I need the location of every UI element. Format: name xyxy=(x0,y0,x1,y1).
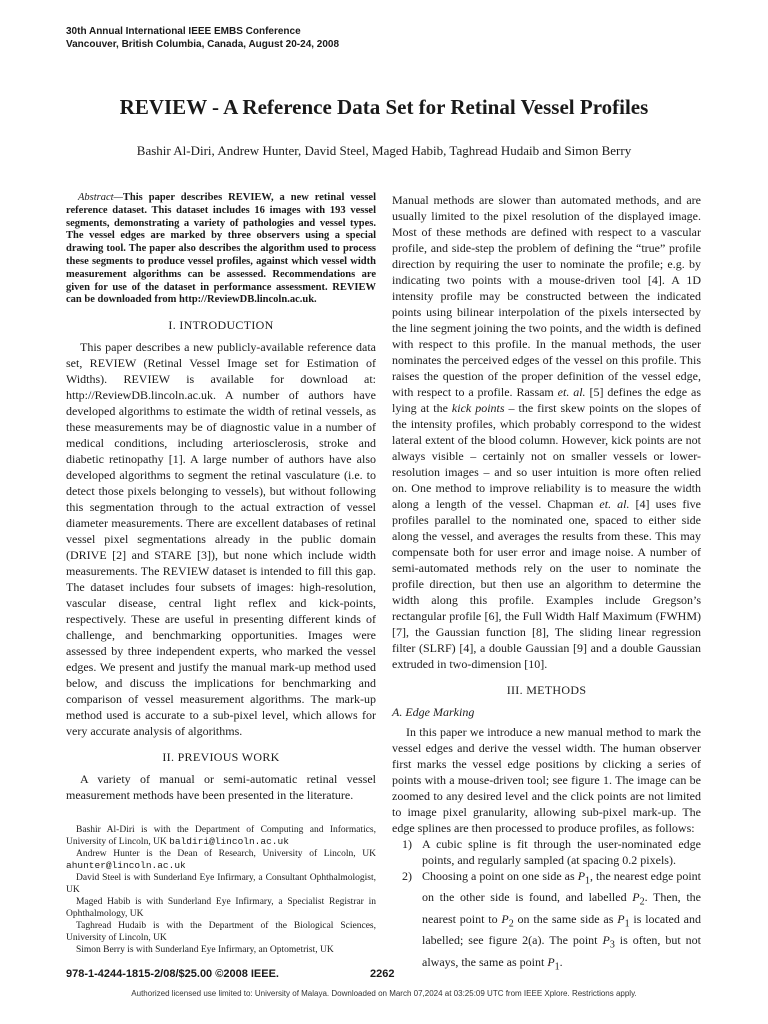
author-footnotes xyxy=(66,824,376,956)
conference-location: Vancouver, British Columbia, Canada, August 20-24, 2008 xyxy=(66,39,340,50)
email-address: ahunter@lincoln.ac.uk xyxy=(66,860,186,871)
abstract xyxy=(66,192,376,307)
subscript: 1 xyxy=(585,875,591,887)
section-heading-introduction: I. INTRODUCTION xyxy=(168,318,274,333)
math-symbol: P xyxy=(501,911,509,926)
previous-work-paragraph-2 xyxy=(392,192,701,672)
left-column xyxy=(66,192,376,803)
text-run: Choosing a point on one side as xyxy=(422,869,578,883)
list-text: A cubic spline is fit through the user-nominated edge points, and regularly sampled (at spacing 0.2 pixels). xyxy=(422,837,701,867)
text-run: [4] uses five profiles parallel to the nominated one, spaced to either side along the vessel, and averages the results from these. This may compensate both for user error and image noise. A number of semi-automated methods rely on the user to nominate the profile direction, but then use an algorithm to determine the width along this profile. Examples include Gregson’s rectangular profile [6], the Full Width Half Maximum (FWHM) [7], the Gaussian function [8], The sliding linear regression filter (SLRF) [4], a double Gaussian [9] and a double Gaussian extruded in two-dimension [10]. xyxy=(392,497,701,671)
math-symbol: P xyxy=(577,869,586,883)
footnote xyxy=(66,848,376,872)
math-symbol: P xyxy=(617,911,625,926)
list-number: 2) xyxy=(402,869,412,883)
conference-name: 30th Annual International IEEE EMBS Conference xyxy=(66,26,301,37)
email-address: baldiri@lincoln.ac.uk xyxy=(169,836,289,847)
text-run: on the same side as xyxy=(513,911,618,926)
right-column xyxy=(392,192,701,975)
text-run: . Then, the nearest point to xyxy=(422,890,701,926)
list-number: 1) xyxy=(402,837,412,851)
abstract-label: Abstract— xyxy=(78,192,123,203)
text-run: et. al. xyxy=(599,497,630,511)
procedure-steps xyxy=(392,836,701,975)
paper-title: REVIEW - A Reference Data Set for Retinal Vessel Profiles xyxy=(119,95,649,119)
list-item xyxy=(392,836,701,868)
subsection-heading-edge-marking: A. Edge Marking xyxy=(392,705,475,719)
text-run: kick points xyxy=(451,401,505,415)
footnote-text: Andrew Hunter is the Dean of Research, University of Lincoln, UK xyxy=(76,849,376,859)
footnote: Simon Berry is with Sunderland Eye Infirmary, an Optometrist, UK xyxy=(76,945,334,955)
text-run: et. al. xyxy=(557,385,586,399)
text-run: [5] defines the edge as lying at the xyxy=(392,385,701,415)
text-run: is located and labelled; see figure 2(a). The point xyxy=(422,911,701,948)
text-run: – the first skew points on the slopes of the intensity profiles, which probably correspond to the widest lateral extent of the blood column. However, kick points are not always visible – certainly not on smaller vessels or lower-resolution images – and so user intuition is more often relied on. One method to improve reliability is to measure the width along a length of the vessel. Chapman xyxy=(392,401,701,511)
abstract-body: This paper describes REVIEW, a new retinal vessel reference dataset. This dataset includes 16 images with 193 vessel segments, demonstrating a variety of pathologies and vessel types. The vessel edges are marked by three observers using a special drawing tool. The paper also describes the algorithm used to process these segments to produce vessel profiles, against which vessel width measurement algorithms can be assessed. Recommendations are given for use of the dataset in performance assessment. REVIEW can be downloaded from http://ReviewDB.lincoln.ac.uk. xyxy=(66,192,376,306)
math-symbol: P xyxy=(547,954,555,969)
section-heading-previous-work: II. PREVIOUS WORK xyxy=(162,750,280,765)
footnote: Maged Habib is with Sunderland Eye Infirmary, a Specialist Registrar in Ophthalmology, UK xyxy=(66,897,376,919)
math-symbol: P xyxy=(602,933,610,948)
license-notice: Authorized licensed use limited to: University of Malaya. Downloaded on March 07,2024 at 03:25:09 UTC from IEEE Xplore. Restrictions apply. xyxy=(131,989,637,998)
introduction-paragraph: This paper describes a new publicly-available reference data set, REVIEW (Retinal Vessel Image set for Estimation of Widths). REVIEW is available for download at: http://ReviewDB.lincoln.ac.uk. A number of authors have developed algorithms to estimate the width of retinal vessels, as these measurements may be of diagnostic value in a number of medical conditions, including arteriosclerosis, stroke and diabetic retinopathy [1]. A large number of authors have also developed algorithms to segment the retinal vasculature (i.e. to detect those pixels belonging to vessels), but without following this segmentation through to the actual extraction of vessel diameter measurements. There are excellent databases of retinal vessel pixel segmentations already in the public domain (DRIVE [2] and STARE [3]), but none which include width measurements. The REVIEW dataset is intended to fill this gap. The dataset includes four subsets of images: high-resolution, vascular disease, central light reflex and kick-points, respectively. These are useful in presenting different kinds of challenge, and benchmarking opportunities. Images were assessed by three independent experts, who marked the vessel edges. We present and justify the manual mark-up method used below, and discuss the implications for benchmarking and comparison of vessel measurement algorithms. The mark-up method used is accurate to a sub-pixel level, which allows for very accurate analysis of algorithms. xyxy=(66,340,376,739)
previous-work-paragraph: A variety of manual or semi-automatic retinal vessel measurement methods have been presented in the literature. xyxy=(66,772,376,803)
page-number: 2262 xyxy=(370,968,395,980)
subscript: 2 xyxy=(508,918,514,930)
section-heading-methods: III. METHODS xyxy=(506,683,587,697)
copyright-isbn: 978-1-4244-1815-2/08/$25.00 ©2008 IEEE. xyxy=(66,968,279,980)
subscript: 2 xyxy=(639,896,645,908)
text-run: , the nearest edge point on the other side is found, and labelled xyxy=(422,869,702,905)
edge-marking-paragraph: In this paper we introduce a new manual method to mark the vessel edges and derive the vessel width. The human observer first marks the vessel edge positions by clicking a series of points with a mouse-driven tool; see figure 1. The image can be zoomed to any desired level and the click points are not limited to image pixel granularity, allowing sub-pixel mark-up. The edge splines are then processed to produce profiles, as follows: xyxy=(392,725,701,835)
author-list: Bashir Al-Diri, Andrew Hunter, David Steel, Maged Habib, Taghread Hudaib and Simon Berry xyxy=(136,143,632,158)
text-run: . xyxy=(559,954,563,969)
subscript: 3 xyxy=(609,939,615,951)
subscript: 1 xyxy=(554,960,560,972)
footnote-text: Bashir Al-Diri is with the Department of Computing and Informatics, University of Lincoln, UK xyxy=(66,825,376,847)
subscript: 1 xyxy=(624,918,630,930)
text-run: Manual methods are slower than automated methods, and are usually limited to the pixel resolution of the displayed image. Most of these methods are defined with respect to a vascular profile, and side-step the problem of defining the “true” profile direction by requiring the user to nominate the profile; e.g. by indicating two points with a mouse-driven tool [4]. A 1D intensity profile may be constructed between the indicated points using bilinear interpolation of the pixels intersected by the line segment joining the two points, and the width is defined with respect to this profile. In the manual methods, the user nominates the perceived edges of the vessel on this profile. This raises the question of the proper definition of the vessel edge, with respect to a profile. Rassam xyxy=(392,193,701,399)
footnote: David Steel is with Sunderland Eye Infirmary, a Consultant Ophthalmologist, UK xyxy=(66,873,376,895)
footnote xyxy=(66,824,376,848)
conference-header xyxy=(66,25,339,51)
text-run: is often, but not always, the same as point xyxy=(422,933,701,969)
footnote: Taghread Hudaib is with the Department of the Biological Sciences, University of Lincoln, UK xyxy=(66,921,376,943)
math-symbol: P xyxy=(632,890,640,905)
list-item xyxy=(392,868,701,975)
